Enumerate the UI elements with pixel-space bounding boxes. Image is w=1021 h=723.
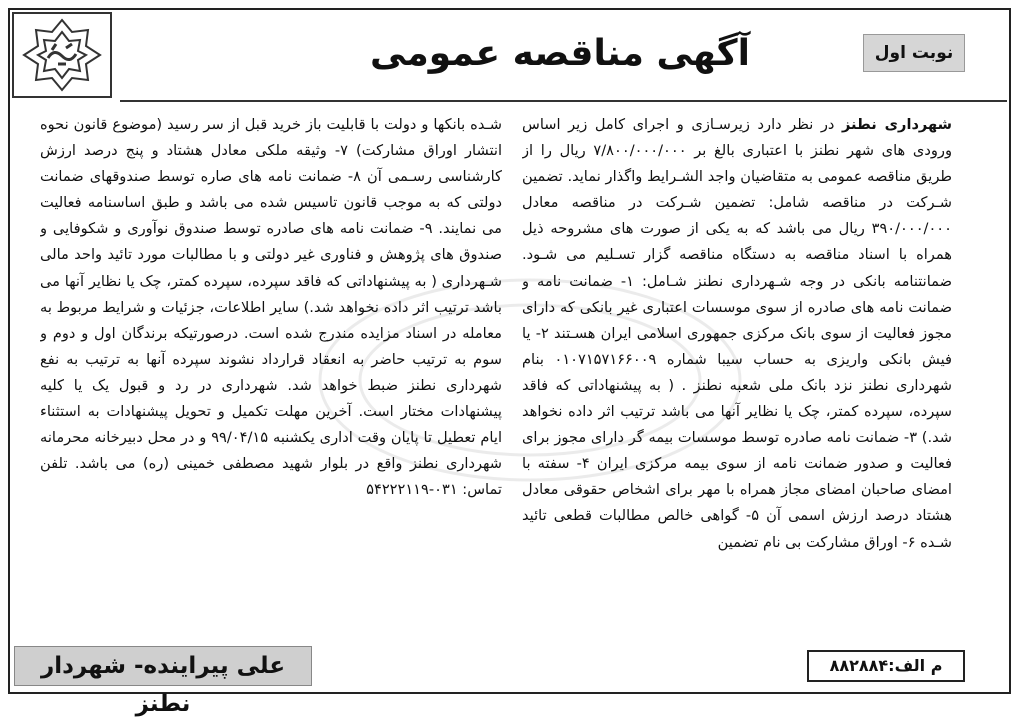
body-left-column — [40, 112, 502, 642]
turn-badge: نوبت اول — [863, 34, 965, 72]
body-left-text: شـده بانکها و دولت با قابلیت باز خرید قبل از سر رسید (موضوع قانون نحوه انتشار اوراق مشارکت) ۷- وثیقه ملکی معادل هشتاد و پنج درصد ارزش کارشناسی رسـمی آن ۸- ضمانت نامه های صاره توسط صندوقهای ضمانت دولتی که به موجب قانون تاسیس شده می باشد و طبق اساسنامه فعالیت می نمایند. ۹- ضمانت نامه های صادره توسط صندوق نوآوری و شکوفایی و صندوق های پژوهش و فناوری غیر دولتی و با مطالبات مورد تائید واحد مالی شـهرداری ( به پیشنهاداتی که فاقد سپرده، سپرده کمتر، چک یا نظایر آنها می باشد ترتیب اثر داده نخواهد شد.) سایر اطلاعات، جزئیات و شرایط مربوط به معامله در اسناد مزایده مندرج شده است. درصورتیکه برندگان اول و دوم و سوم به ترتیب حاضر به انعقاد قرارداد نشوند سپرده آنها به ترتیب به نفع شهرداری نطنز ضبط خواهد شد. شهرداری در رد و قبول یک یا کلیه پیشنهادات مختار است. آخرین مهلت تکمیل و تحویل پیشنهادات به استثناء ایام تعطیل تا پایان وقت اداری یکشنبه ۹۹/۰۴/۱۵ و در محل دبیرخانه محرمانه شهرداری نطنز واقع در بلوار شهید مصطفی خمینی (ره) می باشد. تلفن تماس: ۰۳۱-۵۴۲۲۲۱۱۹ — [40, 116, 502, 499]
ad-code-label: م الف: — [888, 656, 943, 675]
ad-code-value: ۸۸۲۸۸۴ — [829, 656, 889, 675]
municipality-emblem-icon — [14, 14, 110, 96]
header-divider — [120, 100, 1007, 102]
body-right-text: در نظر دارد زیرسـازی و اجرای کامل زیر اساس ورودی های شهر نطنز با اعتباری بالغ بر ۷/۸۰۰/۰۰۰/۰۰۰ ریال را از طریق مناقصه عمومی به متقاضیان واجد الشـرایط واگذار نماید. تضمین شـرکت در مناقصه شامل: تضمین شـرکت در مناقصه معادل ۳۹۰/۰۰۰/۰۰۰ ریال می باشد که به یکی از صورت های مشروحه ذیل همراه با اسناد مناقصه به دستگاه مناقصه گزار تسـلیم می شـود. ضمانتنامه بانکی در وجه شـهرداری نطنز شـامل: ۱- ضمانت نامه و ضمانت نامه های صادره از سوی موسسات اعتباری غیر بانکی که دارای مجوز فعالیت از سوی بانک مرکزی جمهوری اسلامی ایران هسـتند ۲- یا فیش بانکی واریزی به حساب سیبا شماره ۰۱۰۷۱۵۷۱۶۶۰۰۹ بنام شهرداری نطنز نزد بانک ملی شعبه نطنز . ( به پیشنهاداتی که فاقد سپرده، سپرده کمتر، چک یا نظایر آنها می باشد ترتیب اثر داده نخواهد شد.) ۳- ضمانت نامه صادره توسط موسسات بیمه گر دارای مجوز برای فعالیت و صدور ضمانت نامه از سوی بیمه مرکزی ایران ۴- سفته با امضای صاحبان امضای مجاز همراه با مهر برای اشخاص حقوقی معادل هشتاد درصد ارزش اسمی آن ۵- گواهی خالص مطالبات قطعی تائید شـده ۶- اوراق مشارکت بی نام تضمین — [522, 116, 952, 551]
ad-code-box — [807, 650, 965, 682]
mayor-signature: علی پیراینده- شهردار نطنز — [14, 646, 312, 686]
body-right-column — [522, 112, 952, 642]
municipality-logo — [12, 12, 112, 98]
advertiser-name: شهرداری نطنز — [841, 116, 952, 133]
page-title: آگهی مناقصه عمومی — [370, 33, 750, 74]
